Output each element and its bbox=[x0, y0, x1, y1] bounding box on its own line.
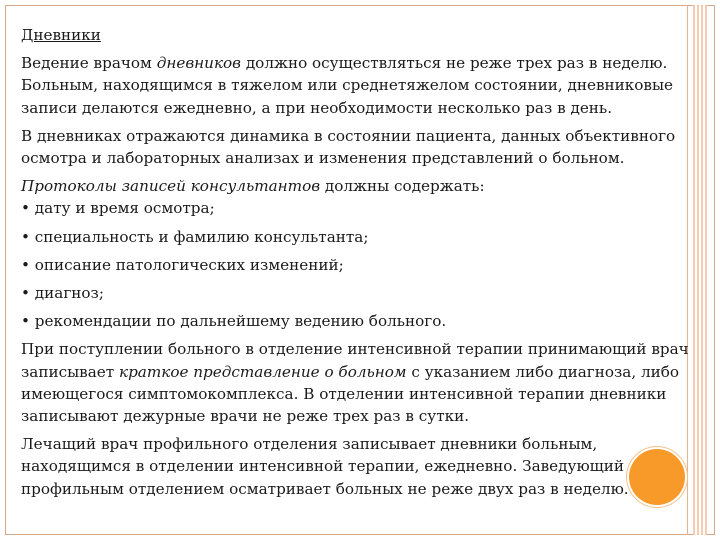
list-item: • описание патологических изменений; bbox=[21, 255, 344, 274]
paragraph-icu-admission: При поступлении больного в отделение интенсивной терапии принимающий врач записывает краткое представление о больном с указанием либо диагноза, либо имеющегося симптомокомплекса. В отделении интенсивной терапии дневники записывают дежурные врачи не реже трех раз в сутки. bbox=[21, 340, 689, 426]
decorative-orange-circle bbox=[629, 449, 685, 505]
list-item: • специальность и фамилию консультанта; bbox=[21, 227, 369, 246]
list-item: • дату и время осмотра; bbox=[21, 199, 215, 218]
slide-title: Дневники bbox=[21, 26, 101, 44]
paragraph-diaries: Ведение врачом дневников должно осуществляться не реже трех раз в неделю. Больным, находящимся в тяжелом или среднетяжелом состоянии, дневниковые записи делаются ежедневно, а при необходимости несколько раз в день. bbox=[21, 54, 674, 117]
paragraph-attending-physician: Лечащий врач профильного отделения записывает дневники больным, находящимся в отделении интенсивной терапии, ежедневно. Заведующий профильным отделением осматривает больных не реже двух раз в неделю. bbox=[21, 435, 629, 498]
slide-content bbox=[21, 24, 691, 506]
paragraph-dynamics: В дневниках отражаются динамика в состоянии пациента, данных объективного осмотра и лабораторных анализах и изменения представлений о больном. bbox=[21, 126, 676, 168]
list-item: • диагноз; bbox=[21, 284, 104, 303]
paragraph-protocols: Протоколы записей консультантов должны содержать: bbox=[21, 177, 485, 196]
side-decorative-band bbox=[693, 5, 707, 535]
list-item: • рекомендации по дальнейшему ведению больного. bbox=[21, 312, 447, 331]
